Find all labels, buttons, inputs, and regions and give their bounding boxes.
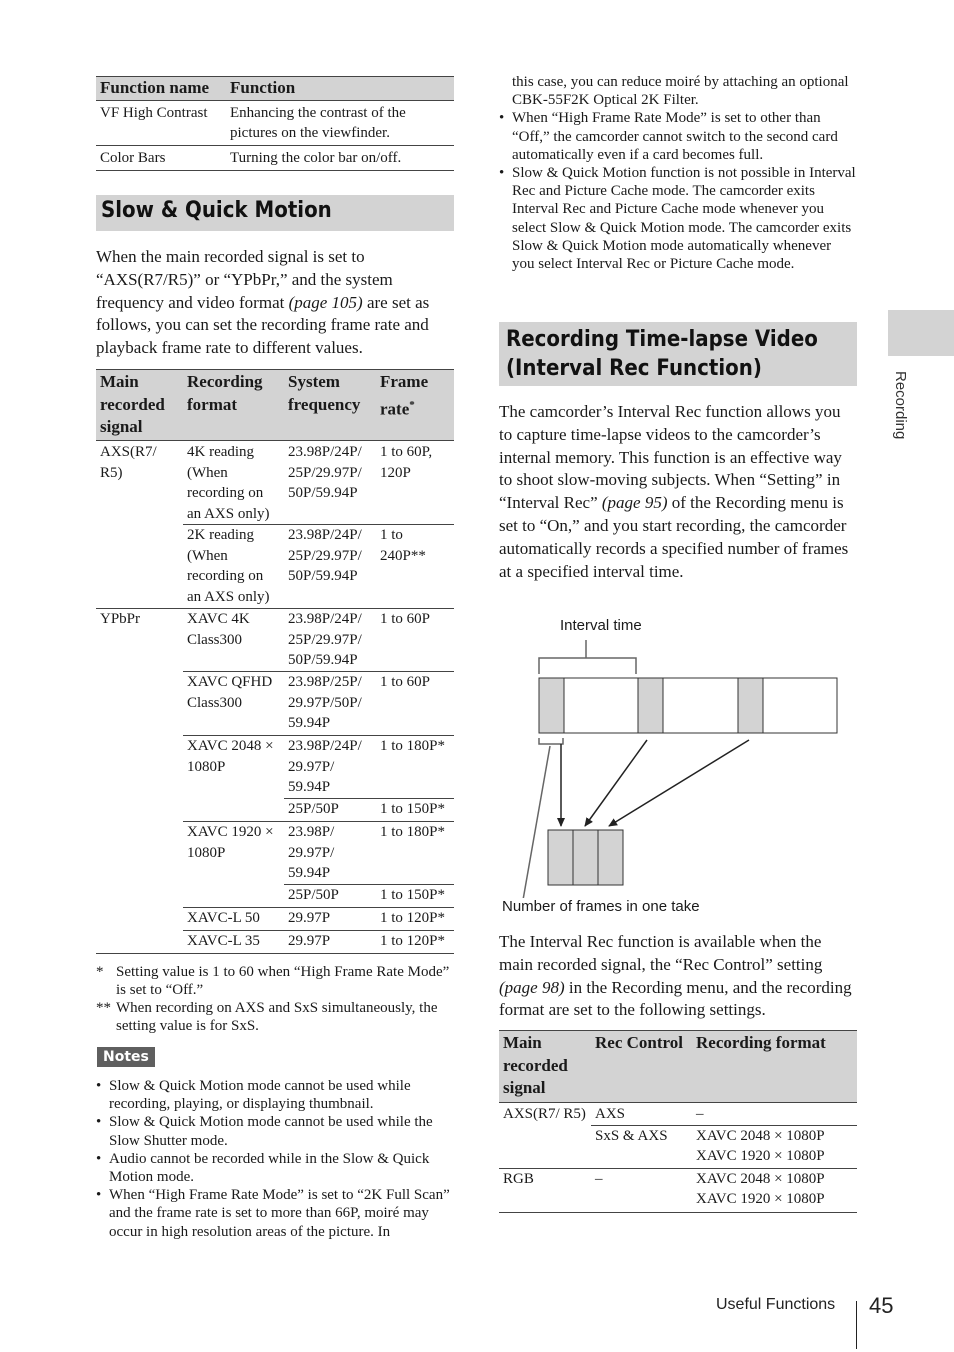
format-line: XAVC 2048 × 1080P xyxy=(696,1171,825,1187)
arrow-icon xyxy=(585,740,647,826)
note-text: Audio cannot be recorded while in the Slow & Quick Motion mode. xyxy=(109,1150,430,1186)
format-cell: XAVC 4K Class300 xyxy=(183,609,284,672)
table-row xyxy=(499,1169,857,1213)
frequency-cell: 23.98P/24P/ 25P/29.97P/ 50P/59.94P xyxy=(288,444,362,501)
intro-text: are set as follows, you can set the recording frame rate and playback frame rate to different values. xyxy=(96,292,430,358)
rate-cell: 1 to 240P** xyxy=(376,525,454,609)
film-strip xyxy=(539,678,837,733)
chapter-tab xyxy=(888,310,954,356)
format-line: XAVC 1920 × 1080P xyxy=(696,1148,825,1164)
frequency-cell: 23.98P/24P/ 29.97P/ 59.94P xyxy=(284,736,376,799)
notes-list-continued xyxy=(499,73,857,273)
list-item-continuation xyxy=(499,73,857,109)
format-line: XAVC 2048 × 1080P xyxy=(696,1128,825,1144)
section-heading-interval-rec xyxy=(499,322,857,386)
format-cell: XAVC 2048 × 1080P xyxy=(183,736,284,822)
footnote-mark: * xyxy=(96,964,104,980)
format-cell: XAVC-L 50 xyxy=(183,908,284,931)
frequency-cell: 29.97P xyxy=(284,908,376,931)
format-cell: XAVC-L 35 xyxy=(183,931,284,954)
rate-cell: 1 to 60P xyxy=(376,609,454,672)
function-cell: Turning the color bar on/off. xyxy=(226,146,454,171)
footnote-mark: ** xyxy=(96,1000,111,1016)
bullet-icon: • xyxy=(499,110,505,127)
frame-rate-table xyxy=(96,369,454,954)
header-function-name: Function name xyxy=(96,77,226,101)
frequency-cell: 23.98P/25P/ 29.97P/50P/ 59.94P xyxy=(284,672,376,736)
recorded-frame xyxy=(638,678,663,733)
interval-rec-table-wrap xyxy=(499,1030,857,1213)
arrow-icon xyxy=(609,740,749,826)
slow-quick-intro xyxy=(96,246,454,360)
interval-settings-intro xyxy=(499,931,857,1022)
format-line: XAVC 1920 × 1080P xyxy=(696,1191,825,1207)
header-system-frequency: System frequency xyxy=(284,370,376,441)
interval-intro xyxy=(499,401,857,583)
recorded-frame xyxy=(539,678,564,733)
frequency-cell: 23.98P/ 29.97P/ 59.94P xyxy=(284,822,376,885)
take-leader-line xyxy=(523,746,550,898)
format-cell: XAVC 1920 × 1080P xyxy=(183,822,284,908)
signal-cell: AXS(R7/ R5) xyxy=(100,444,157,481)
header-rec-control: Rec Control xyxy=(591,1031,692,1103)
rate-cell: 1 to 60P xyxy=(376,672,454,736)
section-title-line: Recording Time-lapse Video xyxy=(506,327,818,352)
format-cell xyxy=(692,1169,857,1213)
header-recording-format: Recording format xyxy=(692,1031,857,1103)
table-row xyxy=(96,101,454,146)
bullet-icon: • xyxy=(96,1114,102,1131)
list-item xyxy=(96,1113,454,1149)
section-heading-slow-quick xyxy=(96,195,454,231)
header-frame-rate xyxy=(376,370,454,441)
format-cell: 4K reading (When recording on an AXS only) xyxy=(187,444,270,522)
note-text: Slow & Quick Motion mode cannot be used while recording, playing, or displaying thumbnail. xyxy=(109,1078,411,1113)
diagram-label-interval-time: Interval time xyxy=(560,617,642,634)
frequency-cell: 25P/50P xyxy=(284,799,376,822)
footnote xyxy=(96,963,454,999)
rate-cell: 1 to 120P* xyxy=(376,908,454,931)
take-frames xyxy=(548,830,623,885)
page-number: 45 xyxy=(869,1293,894,1318)
table-row xyxy=(499,1103,857,1126)
note-text: When “High Frame Rate Mode” is set to other than “Off,” the camcorder cannot switch to the second card automatically even if a card becomes full. xyxy=(512,110,838,163)
rec-control-cell: SxS & AXS xyxy=(591,1126,692,1169)
rate-cell: 1 to 150P* xyxy=(376,799,454,822)
function-table xyxy=(96,76,454,171)
note-text: this case, you can reduce moiré by attaching an optional CBK-55F2K Optical 2K Filter. xyxy=(512,74,849,109)
bullet-icon: • xyxy=(96,1150,102,1167)
list-item xyxy=(499,109,857,164)
rate-cell: 1 to 180P* xyxy=(376,822,454,885)
rec-control-cell: AXS xyxy=(595,1106,626,1122)
rate-cell: 1 to 180P* xyxy=(376,736,454,799)
footer-section-label: Useful Functions xyxy=(716,1296,836,1313)
frequency-cell: 25P/50P xyxy=(284,885,376,908)
format-cell: 2K reading (When recording on an AXS only) xyxy=(183,525,284,609)
format-cell: – xyxy=(696,1106,704,1122)
list-item xyxy=(96,1077,454,1113)
recorded-frame xyxy=(738,678,763,733)
list-item xyxy=(96,1186,454,1241)
function-table-wrap xyxy=(96,76,454,171)
frequency-cell: 23.98P/24P/ 25P/29.97P/ 50P/59.94P xyxy=(284,525,376,609)
page-reference-link[interactable]: (page 105) xyxy=(288,292,363,312)
format-cell: XAVC QFHD Class300 xyxy=(183,672,284,736)
section-title-line: (Interval Rec Function) xyxy=(506,356,762,381)
function-cell: Enhancing the contrast of the pictures on the viewfinder. xyxy=(226,101,454,146)
footnote-mark: * xyxy=(409,398,415,411)
page-reference-link[interactable]: (page 95) xyxy=(601,493,668,513)
intro-text: When the main recorded signal is set to “AXS(R7/R5)” or “YPbPr,” and the system frequency and video format xyxy=(96,247,393,312)
footnote-text: Setting value is 1 to 60 when “High Frame Rate Mode” is set to “Off.” xyxy=(116,964,450,998)
table-row xyxy=(96,441,454,525)
footnotes xyxy=(96,963,454,1035)
interval-bracket xyxy=(539,658,636,674)
frequency-cell: 29.97P xyxy=(284,931,376,954)
signal-cell: RGB xyxy=(499,1169,591,1213)
header-frame-rate-label: Frame rate xyxy=(380,372,429,419)
list-item xyxy=(96,1150,454,1186)
notes-badge: Notes xyxy=(97,1047,155,1067)
notes-list xyxy=(96,1077,454,1241)
intro-text: The camcorder’s Interval Rec function allows you to capture time-lapse videos to the camcorder’s internal memory. This function is an effective way to shoot slow-moving subjects. When “Setting” in “Interval Rec” xyxy=(499,402,842,513)
intro-text: The Interval Rec function is available when the main recorded signal, the “Rec Control” setting xyxy=(499,932,823,974)
intro-text: in the Recording menu, and the recording format are set to the following settings. xyxy=(499,977,852,1020)
frame-table-header xyxy=(96,370,454,441)
interval-diagram xyxy=(499,636,857,898)
table-row xyxy=(96,146,454,171)
footnote xyxy=(96,999,454,1035)
header-recording-format: Recording format xyxy=(183,370,284,441)
bullet-icon: • xyxy=(96,1078,102,1094)
rec-table-header xyxy=(499,1031,857,1103)
rate-cell: 1 to 60P, 120P xyxy=(380,444,433,481)
header-main-recorded-signal: Main recorded signal xyxy=(96,370,183,441)
take-bracket xyxy=(539,738,563,744)
rate-cell: 1 to 120P* xyxy=(376,931,454,954)
function-name-cell: VF High Contrast xyxy=(96,101,226,146)
footnote-text: When recording on AXS and SxS simultaneously, the setting value is for SxS. xyxy=(116,1000,438,1034)
note-text: Slow & Quick Motion mode cannot be used while the Slow Shutter mode. xyxy=(109,1114,433,1149)
section-title: Slow & Quick Motion xyxy=(101,198,332,223)
page-reference-link[interactable]: (page 98) xyxy=(499,977,565,997)
intro-text: of the Recording menu is set to “On,” and you start recording, the camcorder automatically records a specified number of frames at a specified interval time. xyxy=(499,493,849,581)
function-name-cell: Color Bars xyxy=(96,146,226,171)
diagram-label-frames-per-take: Number of frames in one take xyxy=(502,898,700,915)
bullet-icon: • xyxy=(96,1187,102,1204)
function-table-header xyxy=(96,77,454,101)
bullet-icon: • xyxy=(499,165,505,182)
format-cell xyxy=(692,1126,857,1169)
header-main-recorded-signal: Main recorded signal xyxy=(499,1031,591,1103)
interval-rec-table xyxy=(499,1030,857,1213)
note-text: Slow & Quick Motion function is not possible in Interval Rec and Picture Cache mode. The camcorder exits Interval Rec and Picture Cache mode whenever you select Slow & Quick Motion mode. The camcorder exits Slow & Quick Motion mode automatically whenever you select Interval Rec or Picture Cache mode. xyxy=(512,165,856,273)
rate-cell: 1 to 150P* xyxy=(376,885,454,908)
table-row xyxy=(96,609,454,672)
frame-rate-table-wrap xyxy=(96,369,454,954)
chapter-label: Recording xyxy=(892,371,909,440)
header-function: Function xyxy=(226,77,454,101)
note-text: When “High Frame Rate Mode” is set to “2K Full Scan” and the frame rate is set to more than 66P, moiré may occur in high resolution areas of the picture. In xyxy=(109,1187,450,1240)
signal-cell: YPbPr xyxy=(96,609,183,954)
footer-divider xyxy=(856,1301,857,1349)
signal-cell: AXS(R7/ R5) xyxy=(503,1106,586,1122)
list-item xyxy=(499,164,857,273)
frequency-cell: 23.98P/24P/ 25P/29.97P/ 50P/59.94P xyxy=(284,609,376,672)
rec-control-cell: – xyxy=(591,1169,692,1213)
